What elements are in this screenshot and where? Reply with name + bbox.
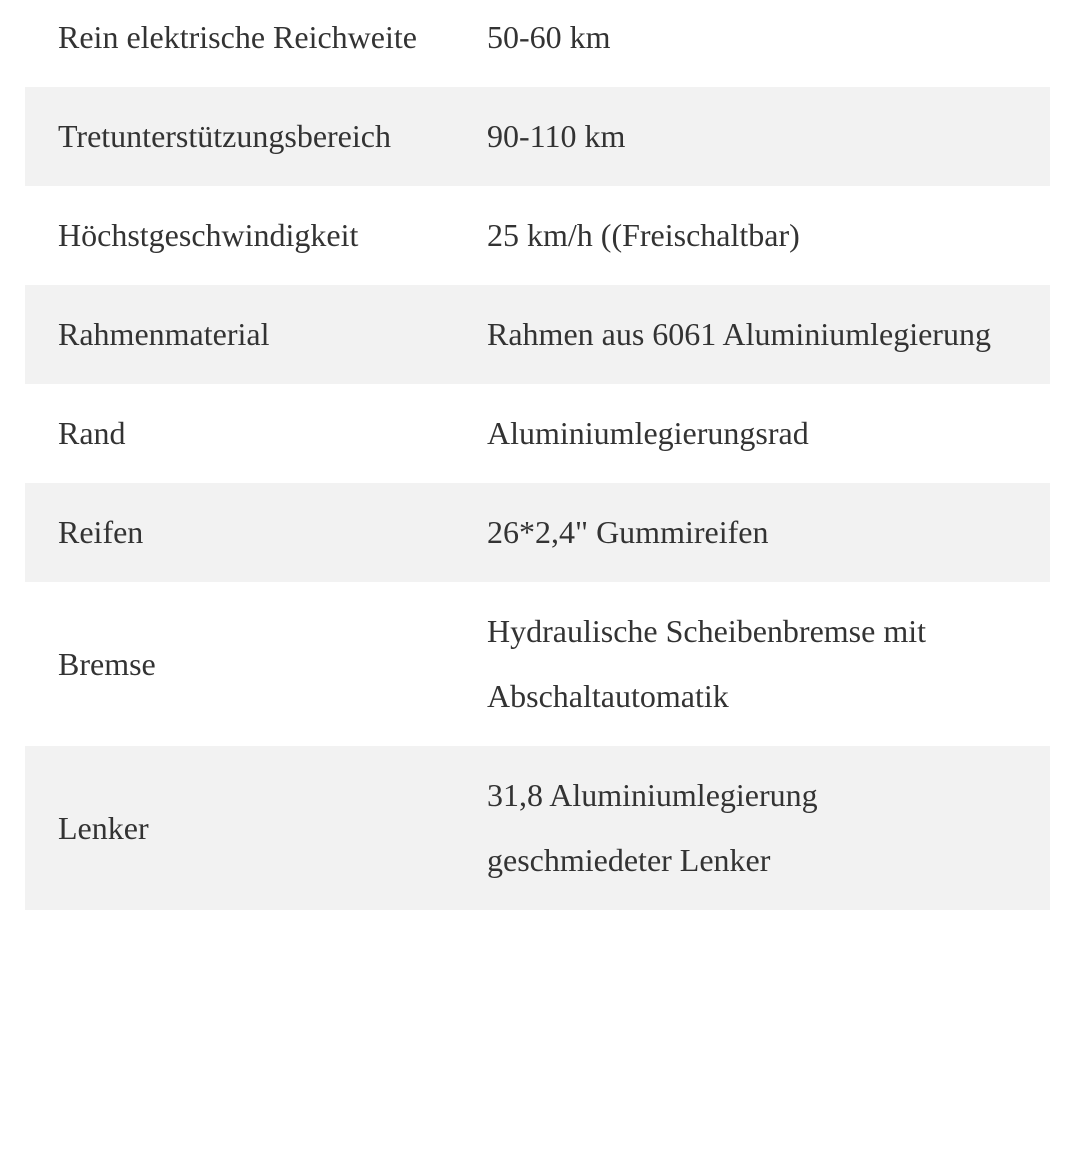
spec-value: Hydraulische Scheibenbremse mit Abschaltautomatik — [487, 613, 926, 714]
table-row — [25, 483, 1050, 582]
table-row — [25, 285, 1050, 384]
spec-label: Reifen — [25, 483, 455, 582]
spec-label: Tretunterstützungsbereich — [25, 87, 455, 186]
spec-value: Rahmen aus 6061 Aluminiumlegierung — [455, 285, 1050, 384]
spec-value: 25 km/h ((Freischaltbar) — [487, 217, 800, 253]
spec-label: Bremse — [58, 645, 156, 682]
spec-table — [25, 0, 1050, 910]
spec-value: 31,8 Aluminiumlegierung geschmiedeter Lenker — [455, 746, 1050, 910]
table-row — [25, 0, 1050, 87]
spec-label: Höchstgeschwindigkeit — [58, 217, 359, 253]
table-row — [25, 186, 1050, 285]
spec-value: 26*2,4" Gummireifen — [455, 483, 1050, 582]
table-row — [25, 87, 1050, 186]
table-row — [25, 582, 1050, 746]
table-row — [25, 746, 1050, 910]
spec-value: Aluminiumlegierungsrad — [487, 415, 809, 451]
spec-label: Rand — [58, 415, 126, 451]
spec-label: Rein elektrische Reichweite — [58, 19, 417, 55]
spec-label: Rahmenmaterial — [25, 285, 455, 384]
spec-value: 90-110 km — [455, 87, 1050, 186]
spec-value: 50-60 km — [487, 19, 611, 55]
spec-label: Lenker — [25, 746, 455, 910]
table-row — [25, 384, 1050, 483]
